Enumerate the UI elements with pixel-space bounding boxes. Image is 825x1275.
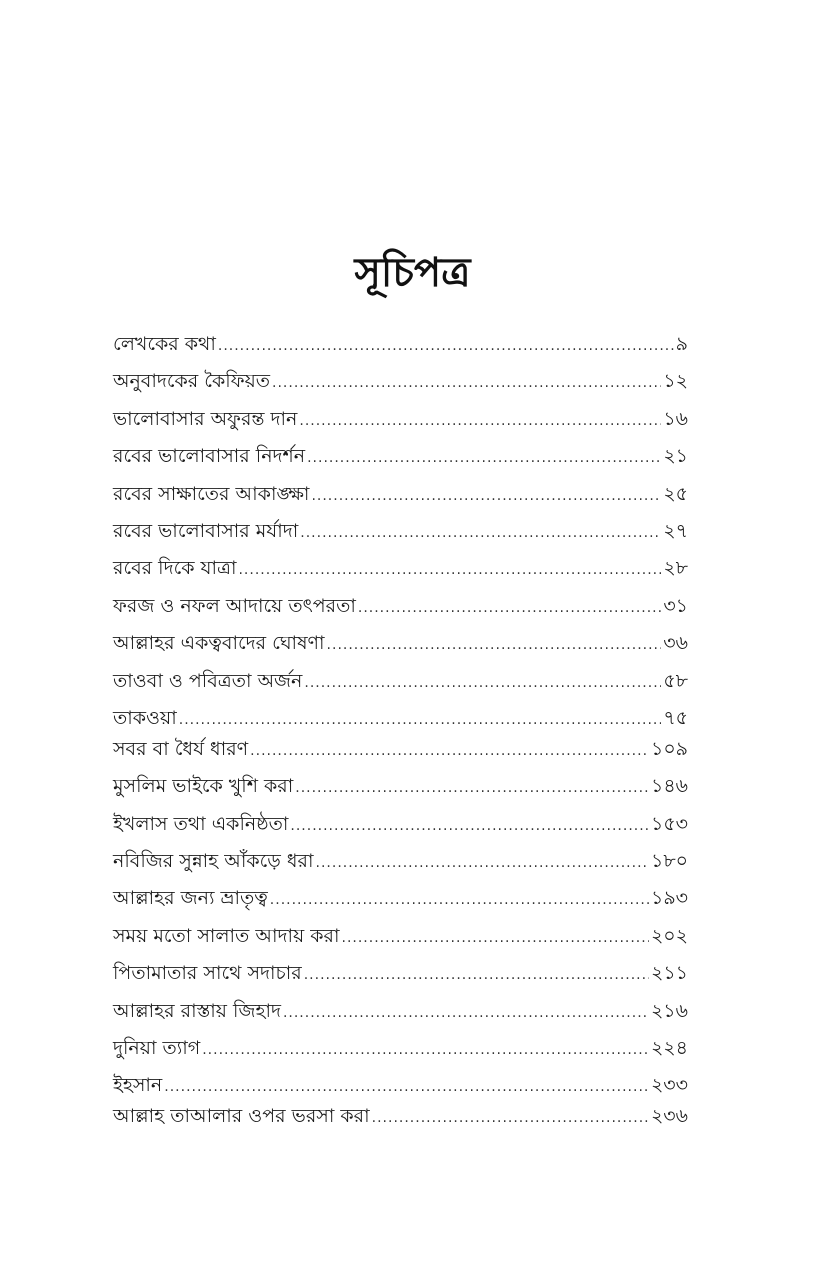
toc-entry-label: নবিজির সুন্নাহ আঁকড়ে ধরা <box>113 850 314 873</box>
page-title: সূচিপত্র <box>354 250 471 296</box>
dot-leader <box>272 368 661 398</box>
toc-entry-label: রবের ভালোবাসার নিদর্শন <box>113 445 306 468</box>
toc-entry-page: ১০৯ <box>650 737 688 760</box>
toc-entry-label: ভালোবাসার অফুরন্ত দান <box>113 407 298 430</box>
dot-leader <box>179 705 662 735</box>
toc-entry-page: ১২ <box>663 370 688 393</box>
dot-leader <box>164 1072 649 1102</box>
toc-entry-page: ৫৮ <box>663 669 688 692</box>
toc-entry-label: রবের দিকে যাত্রা <box>113 557 237 580</box>
toc-entry-label: দুনিয়া ত্যাগ <box>113 1037 201 1060</box>
toc-entry <box>113 441 688 478</box>
dot-leader <box>218 331 674 361</box>
dot-leader <box>290 811 649 841</box>
toc-entry <box>113 921 688 958</box>
dot-leader <box>311 481 661 511</box>
toc-entry-page: ১৬ <box>663 407 688 430</box>
toc-entry <box>113 996 688 1033</box>
toc-entry <box>113 846 688 883</box>
toc-entry-page: ১৪৬ <box>650 775 688 798</box>
toc-entry-label: তাকওয়া <box>113 706 177 729</box>
toc-entry <box>113 1033 688 1070</box>
toc-entry-label: আল্লাহর একত্ববাদের ঘোষণা <box>113 632 325 655</box>
dot-leader <box>202 1035 649 1065</box>
toc-entry <box>113 628 688 665</box>
dot-leader <box>250 736 649 766</box>
toc-entry-page: ২৮ <box>663 557 688 580</box>
toc-entry-label: রবের ভালোবাসার মর্যাদা <box>113 519 299 542</box>
toc-entry <box>113 666 688 703</box>
toc-entry <box>113 734 688 771</box>
toc-entry <box>113 771 688 808</box>
dot-leader <box>270 885 649 915</box>
toc-entry-page: ৩৬ <box>663 632 688 655</box>
dot-leader <box>238 555 661 585</box>
toc-entry <box>113 958 688 995</box>
toc-entry <box>113 479 688 516</box>
toc-entry-page: ২২৪ <box>650 1037 688 1060</box>
dot-leader <box>307 443 661 473</box>
dot-leader <box>304 668 661 698</box>
dot-leader <box>300 518 661 548</box>
dot-leader <box>372 1103 649 1133</box>
toc-entry <box>113 809 688 846</box>
toc-entry <box>113 553 688 590</box>
dot-leader <box>358 593 661 623</box>
toc-entry <box>113 329 688 366</box>
dot-leader <box>304 960 649 990</box>
toc-entry-page: ২৩৩ <box>650 1074 688 1097</box>
toc-entry-label: ইহসান <box>113 1074 163 1097</box>
toc-entry-page: ৭৫ <box>663 706 688 729</box>
toc-entry <box>113 1070 688 1101</box>
toc-entry-page: ১৫৩ <box>650 812 688 835</box>
dot-leader <box>342 923 649 953</box>
toc-entry-page: ৯ <box>675 333 688 355</box>
dot-leader <box>295 773 649 803</box>
toc-entry-page: ২৫ <box>663 482 688 505</box>
toc-entry-page: ২৩৬ <box>650 1105 688 1128</box>
toc-entry-label: লেখকের কথা <box>113 333 216 355</box>
toc-entry-label: সবর বা ধৈর্য ধারণ <box>113 737 249 760</box>
toc-entry-label: আল্লাহর রাস্তায় জিহাদ <box>113 999 281 1022</box>
toc-entry <box>113 703 688 734</box>
toc-entry-label: সময় মতো সালাত আদায় করা <box>113 924 340 947</box>
toc-entry-label: তাওবা ও পবিত্রতা অর্জন <box>113 669 303 692</box>
toc-entry-page: ২৭ <box>663 519 688 542</box>
toc-entry-label: আল্লাহ তাআলার ওপর ভরসা করা <box>113 1105 370 1128</box>
dot-leader <box>299 406 661 436</box>
toc-entry-label: রবের সাক্ষাতের আকাঙ্ক্ষা <box>113 482 310 505</box>
toc-entry-page: ২১১ <box>650 962 688 985</box>
toc-entry-label: ইখলাস তথা একনিষ্ঠতা <box>113 812 289 835</box>
toc-entry-label: ফরজ ও নফল আদায়ে তৎপরতা <box>113 594 356 617</box>
toc-entry-label: মুসলিম ভাইকে খুশি করা <box>113 775 294 798</box>
toc-entry-label: আল্লাহর জন্য ভ্রাতৃত্ব <box>113 887 268 910</box>
toc-entry <box>113 404 688 441</box>
toc-entry-page: ২১ <box>663 445 688 468</box>
toc-entry-page: ২১৬ <box>650 999 688 1022</box>
toc-entry-page: ২০২ <box>650 924 688 947</box>
toc-entry-page: ৩১ <box>663 594 688 617</box>
dot-leader <box>327 630 662 660</box>
toc-entry <box>113 591 688 628</box>
toc-entry-page: ১৮০ <box>650 850 688 873</box>
toc-entry <box>113 883 688 920</box>
table-of-contents <box>113 329 688 1139</box>
dot-leader <box>316 848 649 878</box>
toc-entry-label: পিতামাতার সাথে সদাচার <box>113 962 302 985</box>
toc-entry-label: অনুবাদকের কৈফিয়ত <box>113 370 271 393</box>
toc-entry <box>113 366 688 403</box>
toc-entry-page: ১৯৩ <box>650 887 688 910</box>
dot-leader <box>283 998 649 1028</box>
toc-entry <box>113 1101 688 1138</box>
toc-entry <box>113 516 688 553</box>
